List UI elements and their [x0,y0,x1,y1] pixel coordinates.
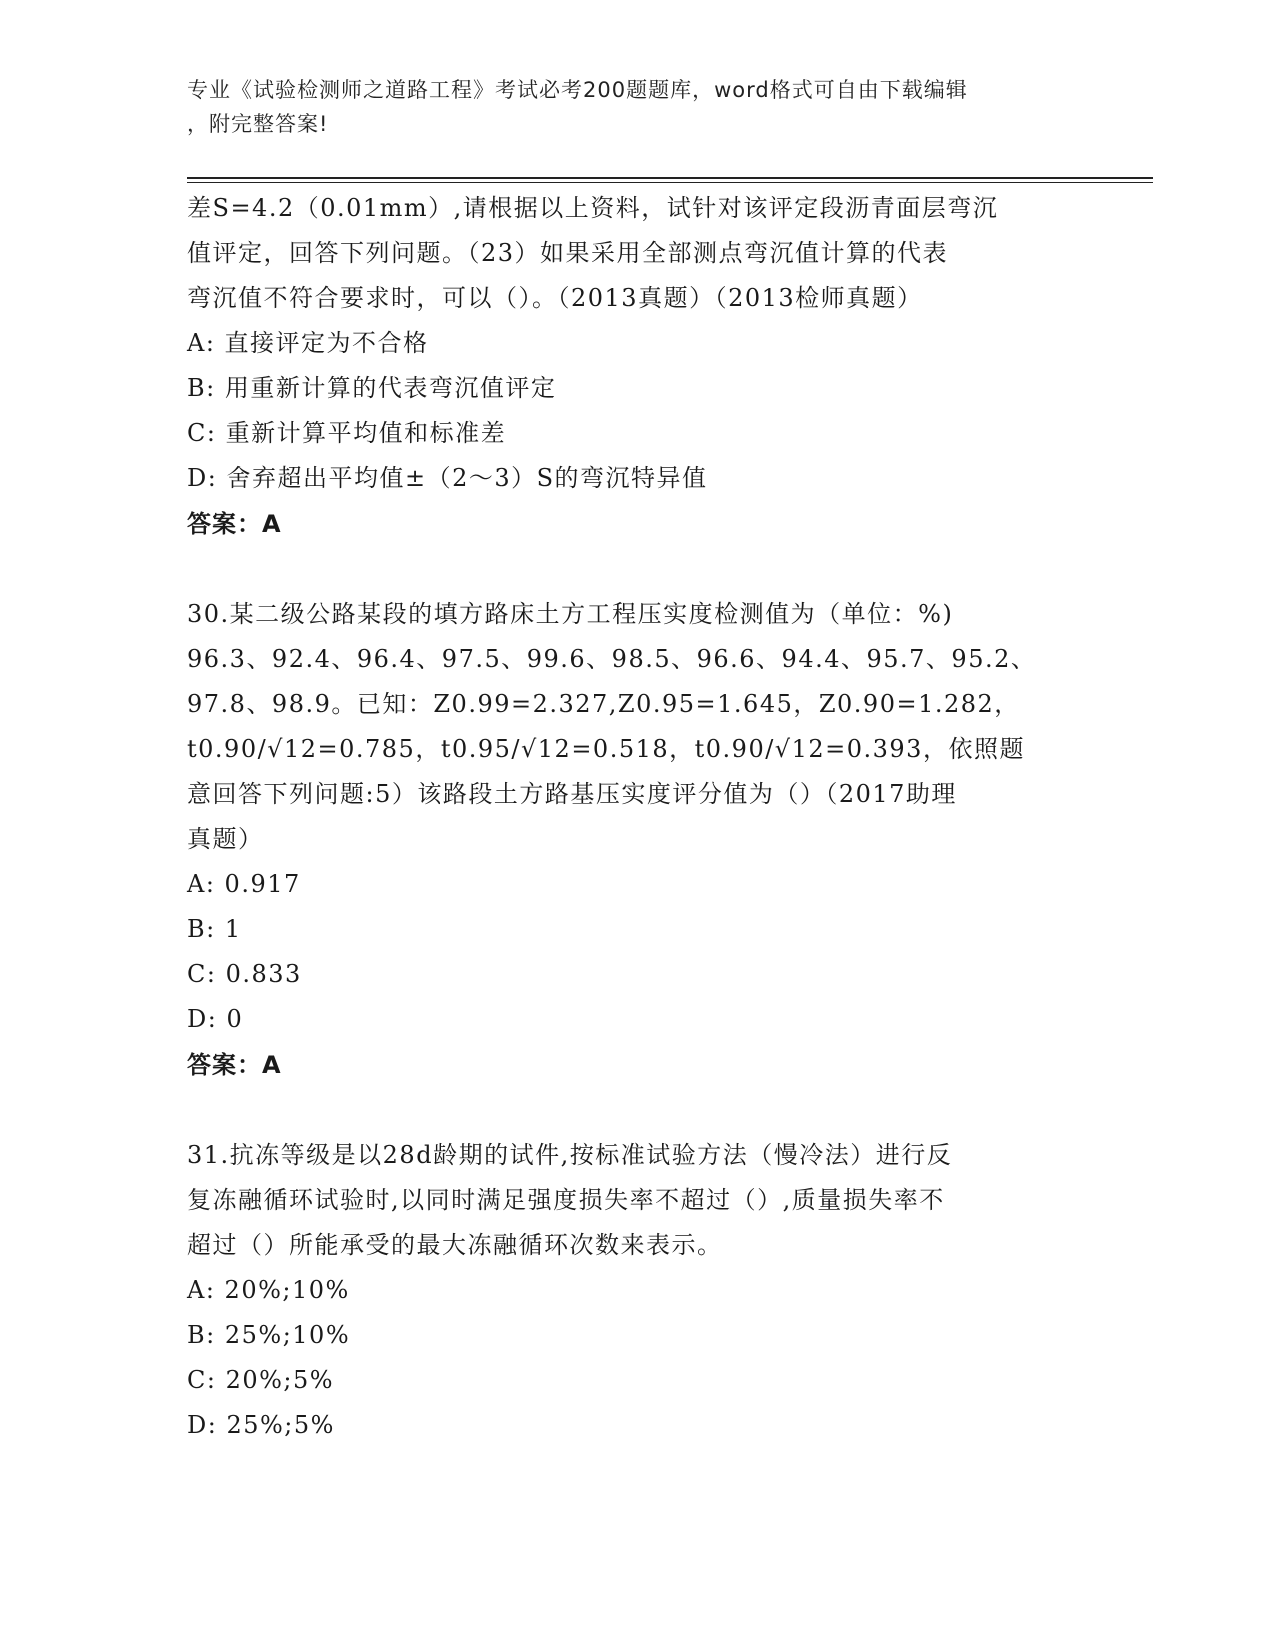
option-c: C: 20%;5% [187,1366,335,1394]
question-stem-line: 97.8、98.9。已知：Z0.99=2.327,Z0.95=1.645，Z0.90=1.282， [187,690,1020,718]
question-stem-line: 差S=4.2（0.01mm）,请根据以上资料，试针对该评定段沥青面层弯沉 [187,194,999,222]
question-stem-line: 弯沉值不符合要求时，可以（）。（2013真题）（2013检师真题） [187,284,923,312]
option-d: D: 25%;5% [187,1411,335,1439]
document-body [187,186,1067,1448]
question-stem-line: 超过（）所能承受的最大冻融循环次数来表示。 [187,1231,723,1259]
question-stem-line: 值评定，回答下列问题。（23）如果采用全部测点弯沉值计算的代表 [187,239,949,267]
answer-label: 答案：A [187,1051,282,1079]
page-header [187,73,1067,141]
spacer [187,1088,1067,1133]
question-stem-line: 真题） [187,825,264,853]
question-31 [187,1133,1067,1448]
header-divider [187,182,1153,183]
question-29 [187,186,1067,547]
option-b: B: 1 [187,915,242,943]
question-stem-line: 30.某二级公路某段的填方路床土方工程压实度检测值为（单位：%) [187,600,954,628]
option-d: D: 0 [187,1005,244,1033]
option-b: B: 25%;10% [187,1321,351,1349]
option-a: A: 直接评定为不合格 [187,329,429,357]
question-stem-line: 复冻融循环试验时,以同时满足强度损失率不超过（）,质量损失率不 [187,1186,945,1214]
question-30 [187,592,1067,1088]
question-stem-line: 意回答下列问题:5）该路段土方路基压实度评分值为（）（2017助理 [187,780,957,808]
question-stem-line: 31.抗冻等级是以28d龄期的试件,按标准试验方法（慢冷法）进行反 [187,1141,953,1169]
spacer [187,547,1067,592]
question-stem-line: 96.3、92.4、96.4、97.5、99.6、98.5、96.6、94.4、95.7、95.2、 [187,645,1037,673]
header-divider [187,177,1153,179]
option-b: B: 用重新计算的代表弯沉值评定 [187,374,557,402]
question-stem-line: t0.90/√12=0.785，t0.95/√12=0.518，t0.90/√12=0.393，依照题 [187,735,1025,763]
header-line: ，附完整答案! [187,112,329,136]
option-a: A: 0.917 [187,870,301,898]
option-c: C: 0.833 [187,960,302,988]
option-a: A: 20%;10% [187,1276,350,1304]
option-d: D: 舍弃超出平均值±（2～3）S的弯沉特异值 [187,464,708,492]
option-c: C: 重新计算平均值和标准差 [187,419,507,447]
header-line: 专业《试验检测师之道路工程》考试必考200题题库，word格式可自由下载编辑 [187,78,968,102]
answer-label: 答案：A [187,510,282,538]
